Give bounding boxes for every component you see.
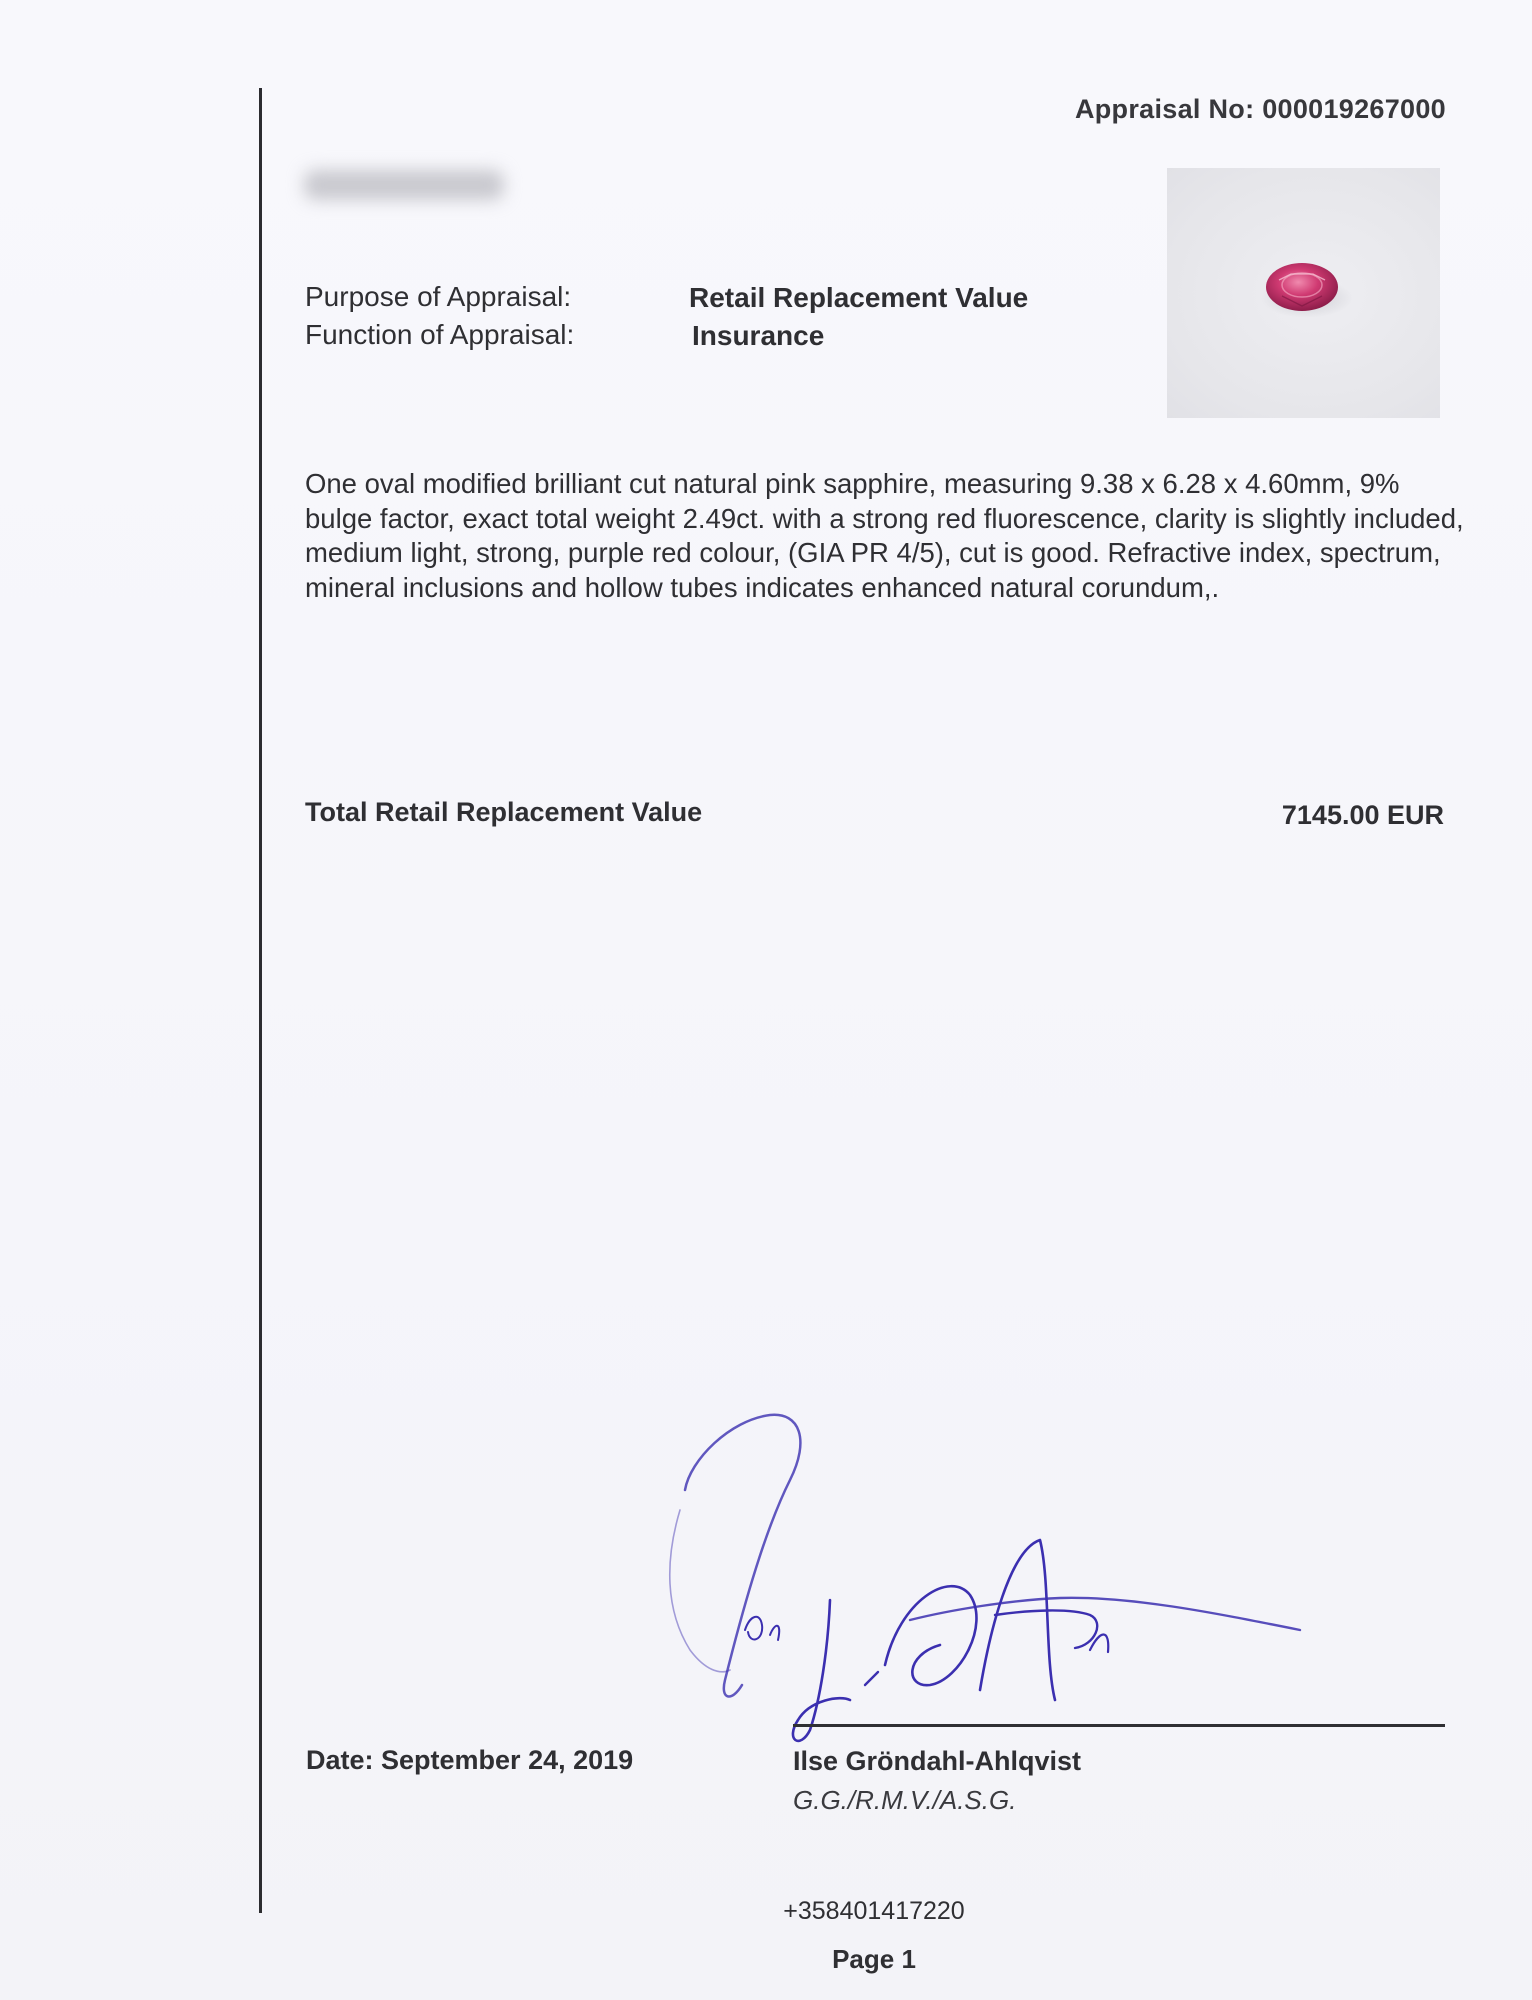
signer-name: Ilse Gröndahl-Ahlqvist [793,1746,1082,1776]
appraisal-number: Appraisal No: 000019267000 [1074,94,1446,124]
total-value: 7145.00 EUR [1281,800,1444,830]
function-value: Insurance [692,320,825,351]
handwritten-signature [650,1400,1350,1760]
gem-description: One oval modified brilliant cut natural pink sapphire, measuring 9.38 x 6.28 x 4.60mm, 9% bulge factor, exact total weight 2.49ct. with a strong red fluorescence, clarity is slightly included, medium light, strong, purple red colour, (GIA PR 4/5), cut is good. Refractive index, spectrum, mineral inclusions and hollow tubes indicates enhanced natural corundum,. [305,468,1464,603]
page-number: Page 1 [832,1944,916,1974]
gemstone-photo [1167,168,1440,418]
signature-line [793,1724,1445,1727]
purpose-value: Retail Replacement Value [689,282,1029,313]
signer-credentials: G.G./R.M.V./A.S.G. [793,1785,1017,1815]
appraisal-date: Date: September 24, 2019 [306,1745,634,1775]
redacted-client-name [304,170,504,200]
total-label: Total Retail Replacement Value [305,797,703,827]
function-label: Function of Appraisal: [305,319,575,350]
left-margin-rule [259,88,262,1913]
purpose-label: Purpose of Appraisal: [305,281,572,312]
phone-number: +358401417220 [783,1897,965,1925]
pink-sapphire-icon [1167,168,1440,418]
